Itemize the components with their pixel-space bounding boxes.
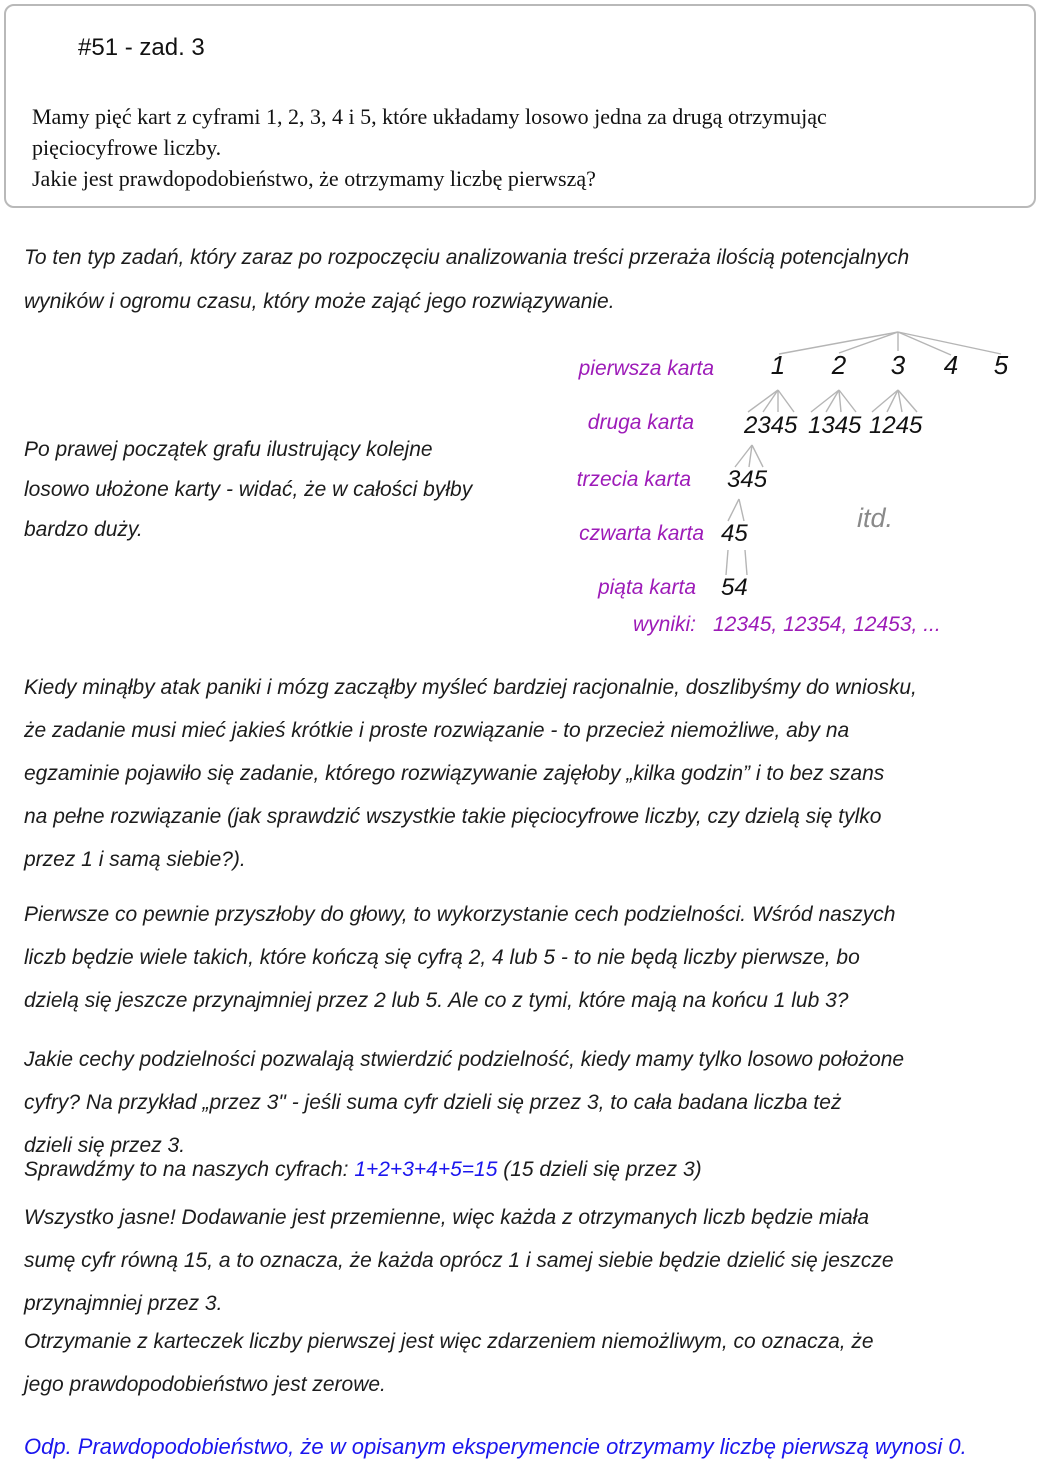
check-suffix: (15 dzieli się przez 3): [497, 1158, 702, 1181]
text-line: Otrzymanie z karteczek liczby pierwszej jest więc zdarzeniem niemożliwym, co oznacza, że: [24, 1330, 874, 1353]
results-values: 12345, 12354, 12453, ...: [713, 613, 941, 636]
text-line: że zadanie musi mieć jakieś krótkie i proste rozwiązanie - to przecież niemożliwe, aby na: [24, 719, 850, 742]
text-line: jego prawdopodobieństwo jest zerowe.: [24, 1373, 386, 1396]
text-line: dzielą się jeszcze przynajmniej przez 2 lub 5. Ale co z tymi, które mają na końcu 1 lub 3?: [24, 989, 849, 1012]
problem-line: pięciocyfrowe liczby.: [32, 135, 222, 160]
text-line: bardzo duży.: [24, 518, 143, 541]
tree-node-group: 54: [721, 574, 748, 601]
tree-node-group: 1245: [869, 412, 923, 439]
check-line: [24, 1158, 702, 1182]
tree-label-first-card: pierwsza karta: [578, 357, 714, 380]
problem-line: Mamy pięć kart z cyframi 1, 2, 3, 4 i 5, które układamy losowo jedna za drugą otrzymując: [32, 104, 827, 129]
tree-node: 2: [831, 350, 847, 380]
text-line: Wszystko jasne! Dodawanie jest przemienne, więc każda z otrzymanych liczb będzie miała: [24, 1206, 870, 1229]
features-paragraph: [24, 1038, 904, 1167]
etcetera-note: itd.: [857, 503, 894, 533]
tree-node-group: 1345: [808, 412, 862, 439]
check-prefix: Sprawdźmy to na naszych cyfrach:: [24, 1158, 355, 1181]
problem-line: Jakie jest prawdopodobieństwo, że otrzymamy liczbę pierwszą?: [32, 166, 596, 191]
sum-formula: 1+2+3+4+5=15: [354, 1158, 498, 1181]
text-line: Jakie cechy podzielności pozwalają stwierdzić podzielność, kiedy mamy tylko losowo położone: [24, 1048, 905, 1071]
side-note: [24, 430, 472, 550]
text-line: Po prawej początek grafu ilustrujący kolejne: [24, 438, 433, 461]
text-line: egzaminie pojawiło się zadanie, którego rozwiązywanie zajęłoby „kilka godzin” i to bez szans: [24, 762, 885, 785]
impossible-paragraph: [24, 1320, 874, 1406]
problem-box: [4, 4, 1036, 208]
text-line: Pierwsze co pewnie przyszłoby do głowy, to wykorzystanie cech podzielności. Wśród naszych: [24, 903, 896, 926]
text-line: na pełne rozwiązanie (jak sprawdzić wszystkie takie pięciocyfrowe liczby, czy dzielą się tylko: [24, 805, 882, 828]
tree-node: 1: [770, 350, 786, 380]
text-line: dzieli się przez 3.: [24, 1134, 186, 1157]
text-line: wyników i ogromu czasu, który może zająć jego rozwiązywanie.: [24, 290, 615, 313]
tree-label-fourth-card: czwarta karta: [579, 522, 704, 545]
final-answer: Odp. Prawdopodobieństwo, że w opisanym eksperymencie otrzymamy liczbę pierwszą wynosi 0.: [24, 1434, 967, 1459]
problem-title: #51 - zad. 3: [78, 34, 205, 61]
tree-node-group: 45: [721, 520, 748, 547]
text-line: losowo ułożone karty - widać, że w całości byłby: [24, 478, 473, 501]
divisibility-paragraph: [24, 893, 895, 1022]
clear-paragraph: [24, 1196, 894, 1325]
tree-label-third-card: trzecia karta: [576, 468, 691, 491]
text-line: liczb będzie wiele takich, które kończą się cyfrą 2, 4 lub 5 - to nie będą liczby pierwsze, bo: [24, 946, 860, 969]
tree-label-fifth-card: piąta karta: [597, 576, 696, 599]
text-line: sumę cyfr równą 15, a to oznacza, że każda oprócz 1 i samej siebie będzie dzielić się jeszcze: [24, 1249, 894, 1272]
text-line: przynajmniej przez 3.: [24, 1292, 223, 1315]
tree-node: 5: [993, 350, 1009, 380]
intro-paragraph: [24, 236, 909, 324]
text-line: cyfry? Na przykład „przez 3" - jeśli suma cyfr dzieli się przez 3, to cała badana liczba też: [24, 1091, 842, 1114]
tree-label-second-card: druga karta: [587, 411, 694, 434]
text-line: przez 1 i samą siebie?).: [24, 848, 246, 871]
tree-node-group: 345: [727, 466, 768, 493]
panic-paragraph: [24, 666, 917, 881]
tree-label-results: wyniki:: [632, 613, 696, 636]
tree-node: 4: [943, 350, 959, 380]
tree-node-group: 2345: [744, 412, 798, 439]
text-line: Kiedy minąłby atak paniki i mózg zacząłby myśleć bardziej racjonalnie, doszlibyśmy do wniosku,: [24, 676, 917, 699]
text-line: To ten typ zadań, który zaraz po rozpoczęciu analizowania treści przeraża ilością potencjalnych: [24, 246, 910, 269]
problem-statement: [32, 101, 827, 194]
tree-node: 3: [890, 350, 906, 380]
